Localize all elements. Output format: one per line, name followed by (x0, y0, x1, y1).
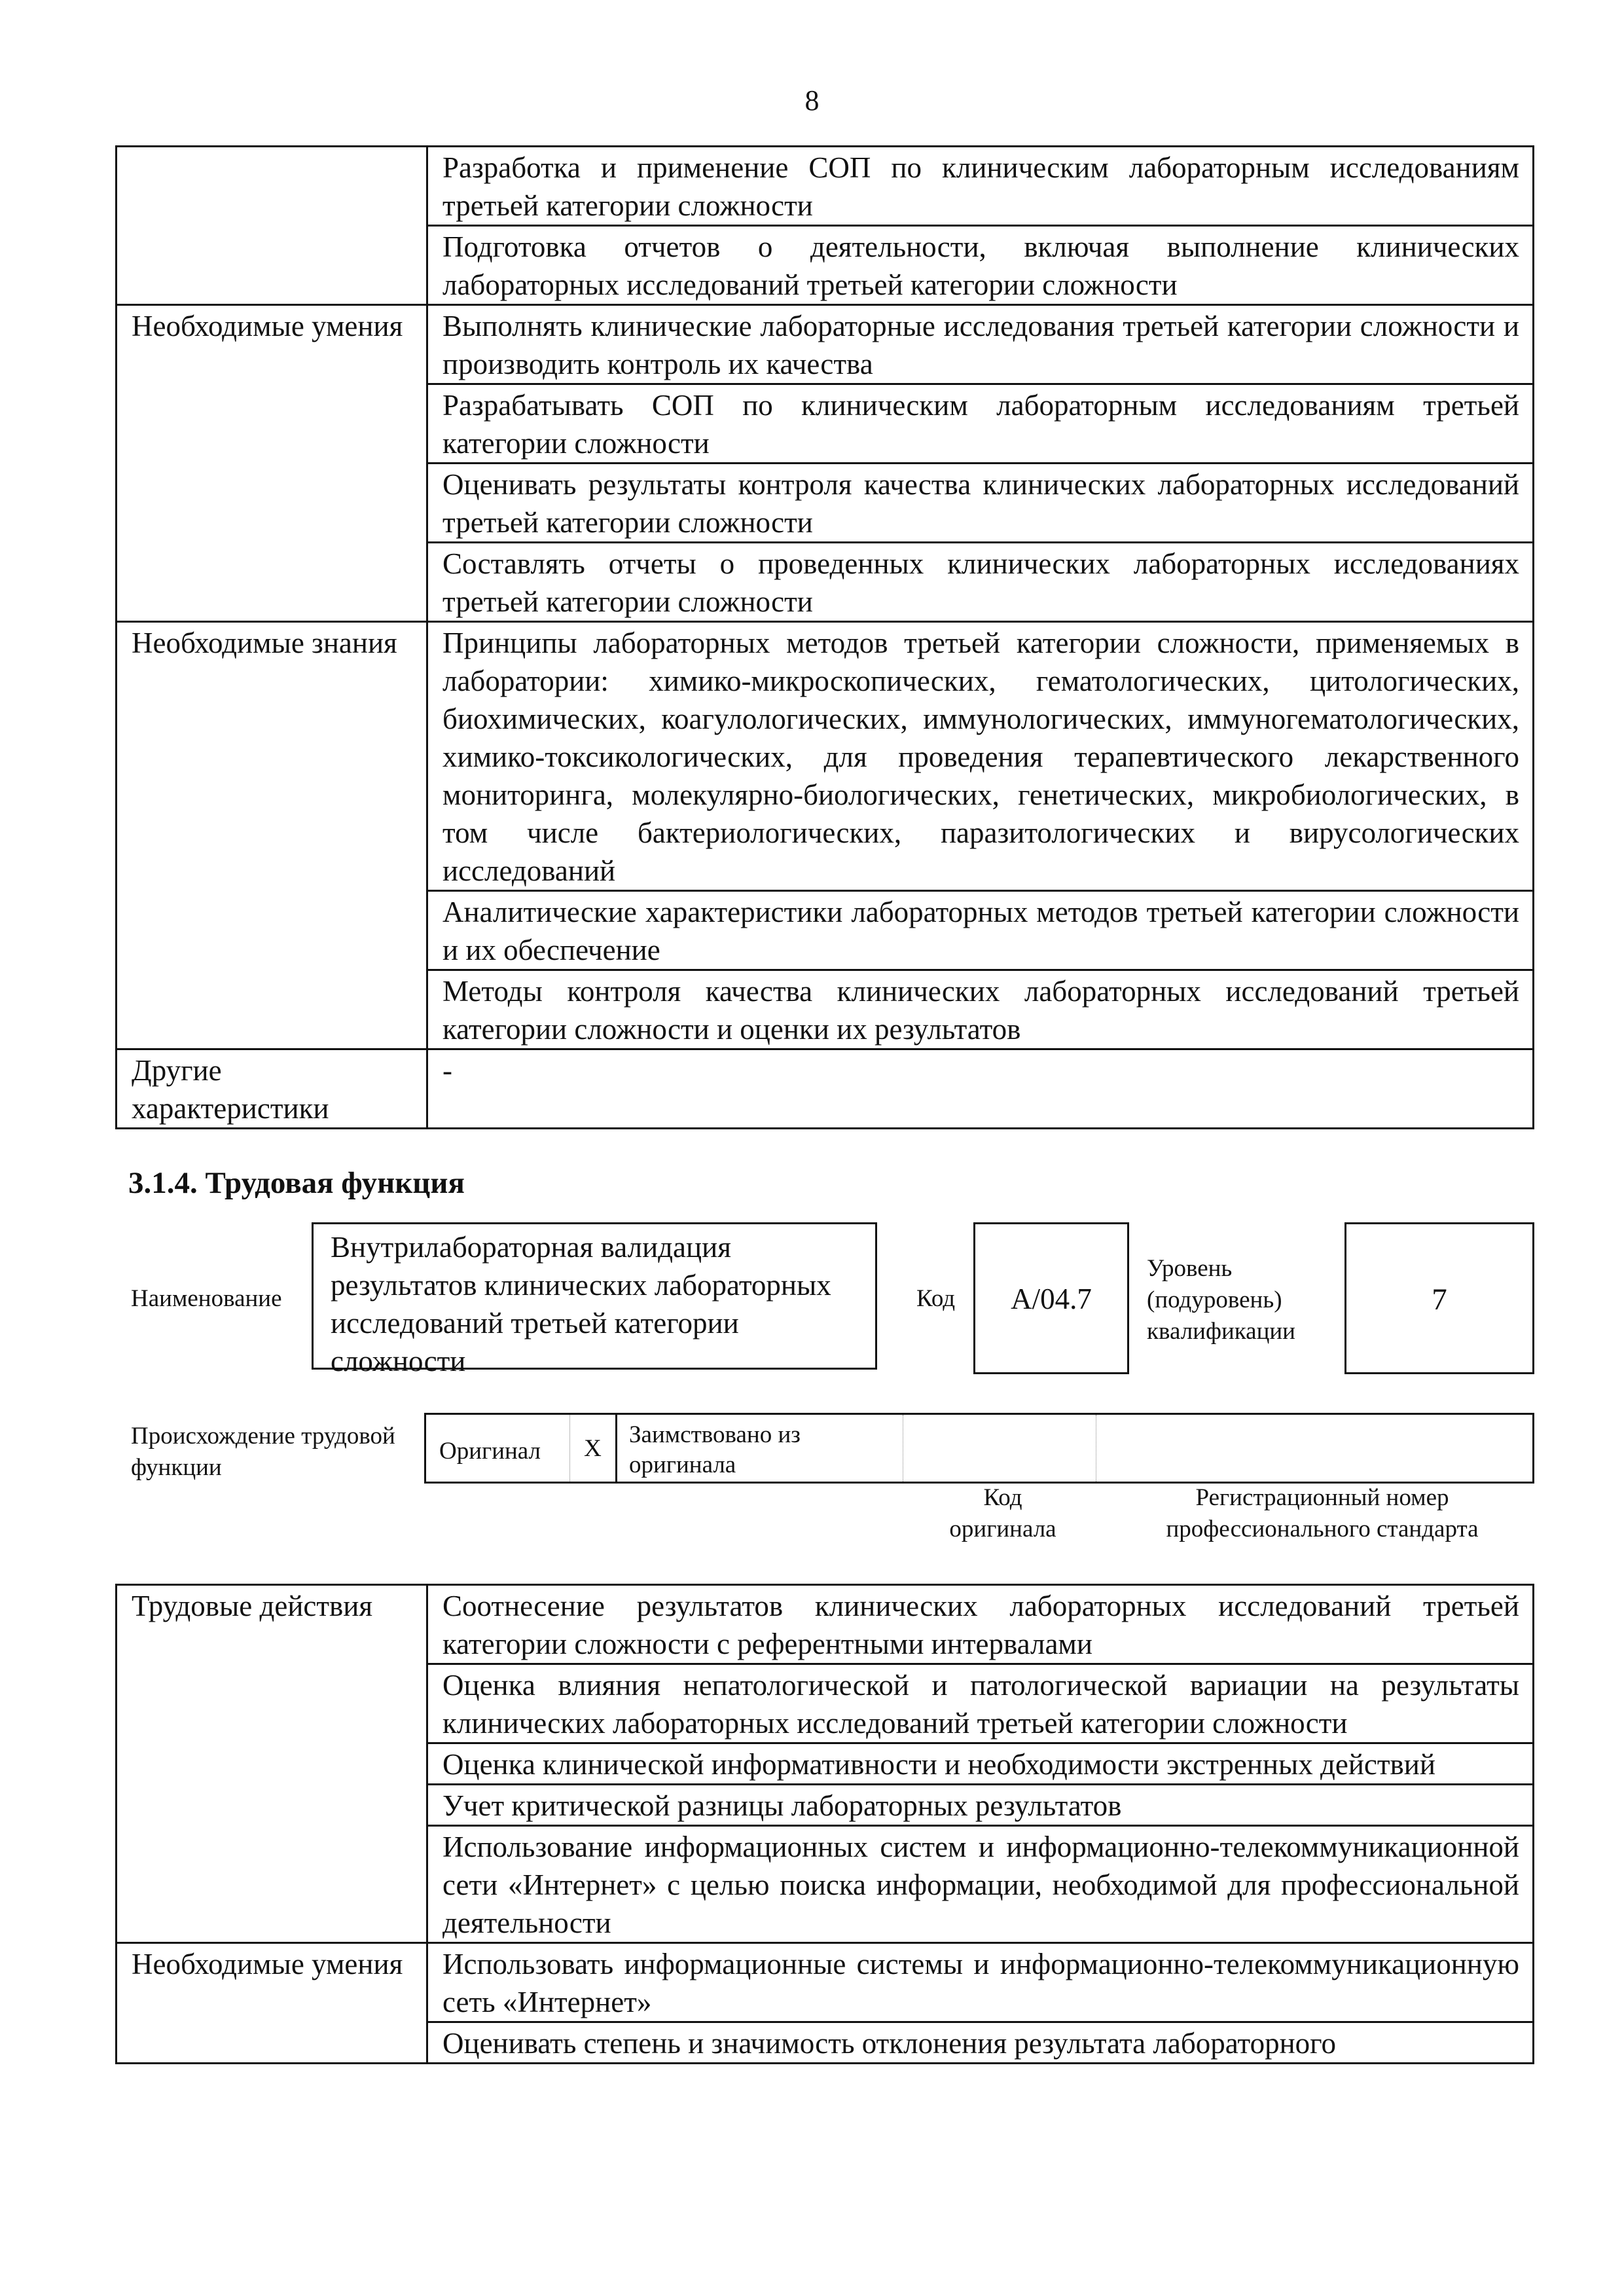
skills-knowledge-table (115, 145, 1534, 1129)
row-label-knowledge: Необходимые знания (117, 622, 427, 1049)
row-label-other: Другие характеристики (117, 1049, 427, 1129)
origin-label: Происхождение трудовой функции (131, 1423, 395, 1481)
row-text: Оценивать результаты контроля качества клинических лабораторных исследований третьей категории сложности (427, 464, 1534, 543)
origin-table (424, 1413, 1534, 1484)
row-text: Соотнесение результатов клинических лабораторных исследований третьей категории сложности с референтными интервалами (427, 1585, 1534, 1664)
table-row (117, 305, 1534, 384)
row-label-actions: Трудовые действия (117, 1585, 427, 1943)
function-name-box: Внутрилабораторная валидация результатов клинических лабораторных исследований третьей категории сложности (312, 1222, 877, 1370)
table-row (117, 1049, 1534, 1129)
table-row (117, 622, 1534, 891)
row-text: Учет критической разницы лабораторных результатов (427, 1785, 1534, 1826)
actions-table (115, 1584, 1534, 2064)
code-caption: Код оригинала (949, 1484, 1056, 1542)
reg-caption: Регистрационный номер профессионального стандарта (1166, 1484, 1479, 1542)
origin-original: Оригинал (426, 1415, 570, 1482)
origin-mark: X (570, 1415, 617, 1482)
origin-borrowed: Заимствовано из оригинала (617, 1415, 903, 1482)
row-text: Аналитические характеристики лабораторных методов третьей категории сложности и их обеспечение (427, 891, 1534, 970)
row-text: Методы контроля качества клинических лабораторных исследований третьей категории сложности и оценки их результатов (427, 970, 1534, 1049)
row-text: Подготовка отчетов о деятельности, включая выполнение клинических лабораторных исследований третьей категории сложности (427, 226, 1534, 305)
row-text: Использовать информационные системы и информационно-телекоммуникационную сеть «Интернет» (427, 1943, 1534, 2022)
row-text: - (427, 1049, 1534, 1129)
level-label: Уровень (подуровень) квалификации (1147, 1255, 1295, 1345)
table-row (117, 147, 1534, 226)
table-row (117, 1943, 1534, 2022)
origin-code-cell (903, 1415, 1096, 1482)
name-label: Наименование (131, 1285, 282, 1312)
row-text: Использование информационных систем и информационно-телекоммуникационной сети «Интернет» с целью поиска информации, необходимой для профессиональной деятельности (427, 1826, 1534, 1943)
row-label (117, 147, 427, 305)
row-text: Принципы лабораторных методов третьей категории сложности, применяемых в лаборатории: химико-микроскопических, гематологических, цитологических, биохимических, коагулологических, иммунологических, иммуногематологических, химико-токсикологических, для проведения терапевтического лекарственного мониторинга, молекулярно-биологических, генетических, микробиологических, в том числе бактериологических, паразитологических и вирусологических исследований (427, 622, 1534, 891)
table-row (117, 1585, 1534, 1664)
row-label-skills: Необходимые умения (117, 305, 427, 622)
origin-reg-cell (1096, 1415, 1532, 1482)
row-label-skills: Необходимые умения (117, 1943, 427, 2064)
function-code-box: А/04.7 (973, 1222, 1129, 1374)
row-text: Разрабатывать СОП по клиническим лабораторным исследованиям третьей категории сложности (427, 384, 1534, 464)
row-text: Составлять отчеты о проведенных клинических лабораторных исследованиях третьей категории сложности (427, 543, 1534, 622)
row-text: Разработка и применение СОП по клиническим лабораторным исследованиям третьей категории сложности (427, 147, 1534, 226)
row-text: Оценка клинической информативности и необходимости экстренных действий (427, 1743, 1534, 1785)
page-number: 8 (804, 84, 820, 117)
section-title: 3.1.4. Трудовая функция (128, 1166, 465, 1200)
code-label: Код (916, 1285, 956, 1312)
row-text: Оценка влияния непатологической и патологической вариации на результаты клинических лабораторных исследований третьей категории сложности (427, 1664, 1534, 1743)
row-text: Выполнять клинические лабораторные исследования третьей категории сложности и производить контроль их качества (427, 305, 1534, 384)
level-box: 7 (1344, 1222, 1534, 1374)
row-text: Оценивать степень и значимость отклонения результата лабораторного (427, 2022, 1534, 2064)
